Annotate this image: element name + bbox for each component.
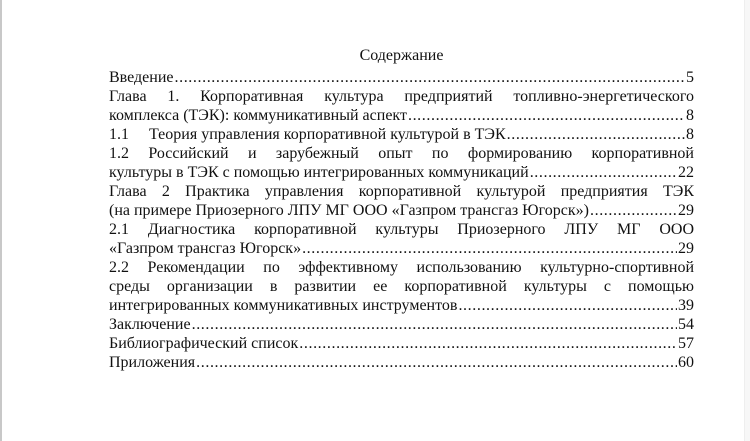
page-left-border xyxy=(0,0,2,441)
toc-line xyxy=(109,296,694,315)
dot-leader xyxy=(507,125,685,144)
toc-entry-section-1-1[interactable] xyxy=(109,125,694,144)
toc-line: 1.2 Российский и зарубежный опыт по формированию корпоративной xyxy=(109,145,694,162)
toc-entry-bibliography[interactable] xyxy=(109,334,694,353)
toc-line: Глава 2 Практика управления корпоративной культурой предприятия ТЭК xyxy=(109,183,694,200)
dot-leader xyxy=(192,315,677,334)
toc-entry-section-1-2[interactable] xyxy=(109,144,694,182)
toc-page-number: 39 xyxy=(678,297,694,314)
toc-line xyxy=(109,163,694,182)
toc-line xyxy=(109,201,694,220)
toc-entry-text: интегрированных коммуникативных инструментов xyxy=(109,297,458,314)
toc-entry-section-2-2[interactable] xyxy=(109,258,694,315)
dot-leader xyxy=(299,334,677,353)
toc-entry-text: Библиографический список xyxy=(109,335,299,352)
dot-leader xyxy=(302,239,677,258)
section-number: 1.1 xyxy=(109,126,129,143)
toc-page-number: 57 xyxy=(678,335,694,352)
toc-line xyxy=(109,106,694,125)
toc-entry-chapter-2[interactable] xyxy=(109,182,694,220)
dot-leader xyxy=(590,201,677,220)
toc-line: 2.1 Диагностика корпоративной культуры Приозерного ЛПУ МГ ООО xyxy=(109,221,694,238)
dot-leader xyxy=(408,106,685,125)
toc-page-number: 54 xyxy=(678,316,694,333)
toc-entry-text: культуры в ТЭК с помощью интегрированных коммуникаций xyxy=(109,164,529,181)
dot-leader xyxy=(175,68,686,87)
toc-entry-text: Введение xyxy=(109,69,174,86)
dot-leader xyxy=(530,163,677,182)
toc-line xyxy=(109,68,694,87)
document-page xyxy=(109,46,694,372)
toc-page-number: 5 xyxy=(686,69,694,86)
toc-entry-introduction[interactable] xyxy=(109,68,694,87)
toc-line: 2.2 Рекомендации по эффективному использованию культурно-спортивной xyxy=(109,259,694,276)
toc-page-number: 29 xyxy=(678,202,694,219)
dot-leader xyxy=(458,296,677,315)
toc-line xyxy=(109,125,694,144)
toc-page-number: 22 xyxy=(678,164,694,181)
toc-line: среды организации в развитии ее корпоративной культуры с помощью xyxy=(109,278,694,295)
toc-page-number: 8 xyxy=(686,107,694,124)
toc-page-number: 29 xyxy=(678,240,694,257)
toc-entry-text: Теория управления корпоративной культурой в ТЭК xyxy=(149,126,506,143)
toc-entry-text: комплекса (ТЭК): коммуникативный аспект xyxy=(109,107,407,124)
toc-entry-text: Приложения xyxy=(109,354,196,371)
toc-entry-appendices[interactable] xyxy=(109,353,694,372)
toc-page-number: 8 xyxy=(686,126,694,143)
toc-title: Содержание xyxy=(359,47,444,64)
toc-entry-section-2-1[interactable] xyxy=(109,220,694,258)
toc-page-number: 60 xyxy=(678,354,694,371)
toc-entry-text: (на примере Приозерного ЛПУ МГ ООО «Газпром трансгаз Югорск») xyxy=(109,202,589,219)
toc-line xyxy=(109,334,694,353)
toc-line xyxy=(109,315,694,334)
toc-entry-text: «Газпром трансгаз Югорск» xyxy=(109,240,302,257)
toc-entry-text: Заключение xyxy=(109,316,191,333)
toc-entry-conclusion[interactable] xyxy=(109,315,694,334)
toc-entry-chapter-1[interactable] xyxy=(109,87,694,125)
toc-line xyxy=(109,353,694,372)
toc-line xyxy=(109,239,694,258)
scrollbar-track[interactable] xyxy=(744,0,750,441)
dot-leader xyxy=(196,353,677,372)
toc-line: Глава 1. Корпоративная культура предприятий топливно-энергетического xyxy=(109,88,694,105)
